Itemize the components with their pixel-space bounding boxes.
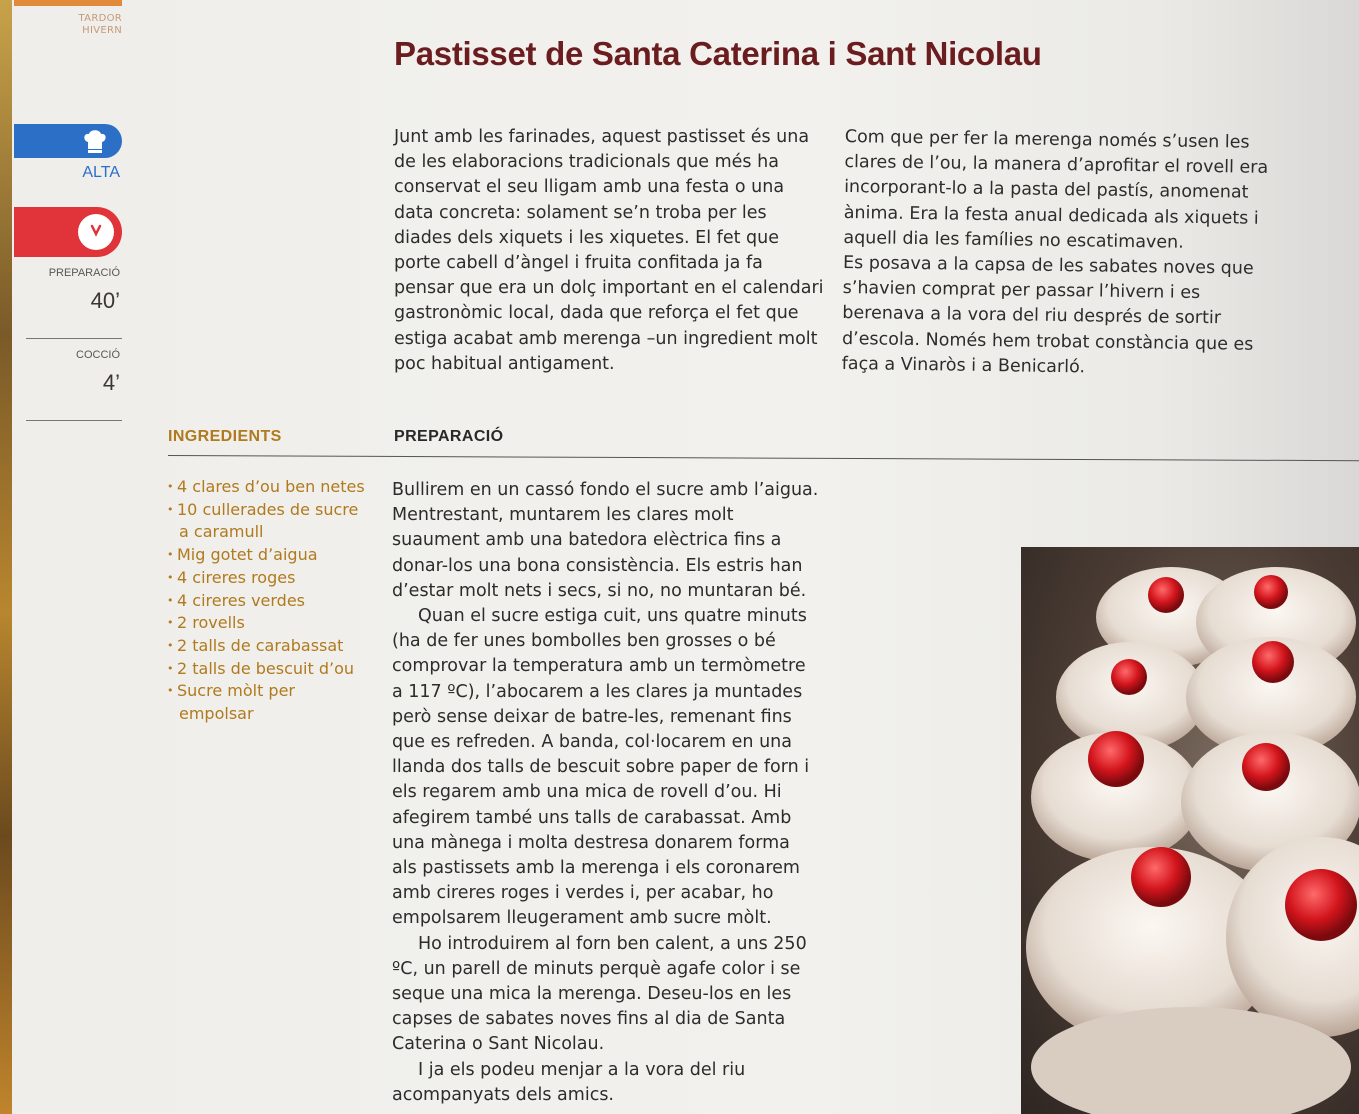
cherry [1148, 577, 1184, 613]
difficulty-level: ALTA [82, 164, 120, 181]
preparation-heading: PREPARACIÓ [394, 428, 504, 445]
ingredient-item: • 10 cullerades de sucre a caramull [167, 499, 372, 544]
ingredient-item: • Sucre mòlt per empolsar [167, 680, 372, 725]
meringue-illustration [1021, 547, 1359, 1114]
ingredient-item: • 4 cireres verdes [167, 590, 372, 613]
season-label [60, 13, 122, 37]
preparation-paragraph: Quan el sucre estiga cuit, uns quatre minuts (ha de fer unes bombolles ben grosses o bé comprovar la temperatura amb un termòmetre a 117 ºC), l’abocarem a les clares ja muntades però sense deixar de batre-les, remenant fins que es refreden. A banda, col·locarem en una llanda dos talls de bescuit sobre paper de forn i els regarem amb una mica de rovell d’ou. Hi afegirem també uns talls de carabassat. Amb una mànega i molta destresa donarem forma als pastissets amb la merenga i els coronarem amb cireres roges i verdes i, per acabar, ho empolsarem lleugerament amb sucre mòlt. [392, 606, 810, 929]
ingredient-item: • 4 clares d’ou ben netes [167, 476, 372, 499]
ingredient-item: • 4 cireres roges [167, 567, 372, 590]
season-color-bar [14, 0, 122, 6]
season-autumn: TARDOR [78, 13, 122, 24]
ingredients-heading: INGREDIENTS [168, 428, 282, 445]
ingredient-item: • 2 rovells [167, 612, 372, 635]
cherry [1242, 743, 1290, 791]
cherry [1131, 847, 1191, 907]
ingredient-item: • 2 talls de carabassat [167, 635, 372, 658]
book-spine [0, 0, 12, 1114]
cherry [1111, 659, 1147, 695]
cook-time-label: COCCIÓ [76, 349, 120, 361]
cherry [1088, 731, 1144, 787]
cherry [1254, 575, 1288, 609]
sidebar-divider [26, 420, 122, 421]
cherry [1285, 869, 1357, 941]
preparation-text [392, 478, 820, 1108]
clock-icon [76, 212, 116, 252]
intro-paragraph: Junt amb les farinades, aquest pastisset és una de les elaboracions tradicionals que més ha conservat el seu lligam amb una festa o una data concreta: solament se’n troba per les diades dels xiquets i les xiquetes. El fet que porte cabell d’àngel i fruita confitada ja fa pensar que era un dolç important en el calendari gastronòmic local, dada que reforça el fet que estiga acabat amb merenga –un ingredient molt poc habitual antigament. [394, 127, 824, 374]
section-divider [168, 455, 1359, 461]
intro-paragraph: Com que per fer la merenga només s’usen les clares de l’ou, la manera d’aprofitar el rovell era incorporant-lo a la pasta del pastís, anomenat ànima. Era la festa anual dedicada als xiquets i aquell dia les famílies no escatimaven. [843, 126, 1269, 253]
prep-time-label: PREPARACIÓ [48, 267, 120, 279]
prep-time-value: 40’ [90, 288, 120, 313]
preparation-paragraph: Ho introduirem al forn ben calent, a uns 250 ºC, un parell de minuts perquè agafe color i se seque una mica la merenga. Deseu-los en les capses de sabates noves fins al dia de Santa Caterina o Sant Nicolau. [392, 933, 807, 1055]
preparation-paragraph: I ja els podeu menjar a la vora del riu acompanyats dels amics. [392, 1059, 746, 1105]
recipe-title: Pastisset de Santa Caterina i Sant Nicolau [394, 35, 1042, 72]
ingredient-item: • Mig gotet d’aigua [167, 544, 372, 567]
ingredient-item: • 2 talls de bescuit d’ou [167, 658, 372, 681]
cook-time-value: 4’ [102, 370, 120, 395]
sidebar-divider [26, 338, 122, 339]
intro-paragraph: Es posava a la capsa de les sabates noves que s’havien comprat per passar l’hivern i es berenava a la vora del riu després de sortir d’escola. Només hem trobat constància que es faça a Vinaròs i a Benicarló. [841, 253, 1254, 378]
ingredients-list [167, 476, 372, 726]
chef-hat-icon [82, 128, 108, 154]
cherry [1252, 641, 1294, 683]
recipe-photo [1021, 547, 1359, 1114]
preparation-paragraph: Bullirem en un cassó fondo el sucre amb l’aigua. Mentrestant, muntarem les clares molt suaument amb una batedora elèctrica fins a donar-los una bona consistència. Els estris han d’estar molt nets i secs, si no, no muntaran bé. [392, 480, 819, 601]
intro-column-1 [394, 125, 824, 377]
season-winter: HIVERN [82, 25, 122, 36]
intro-column-2 [841, 125, 1284, 383]
